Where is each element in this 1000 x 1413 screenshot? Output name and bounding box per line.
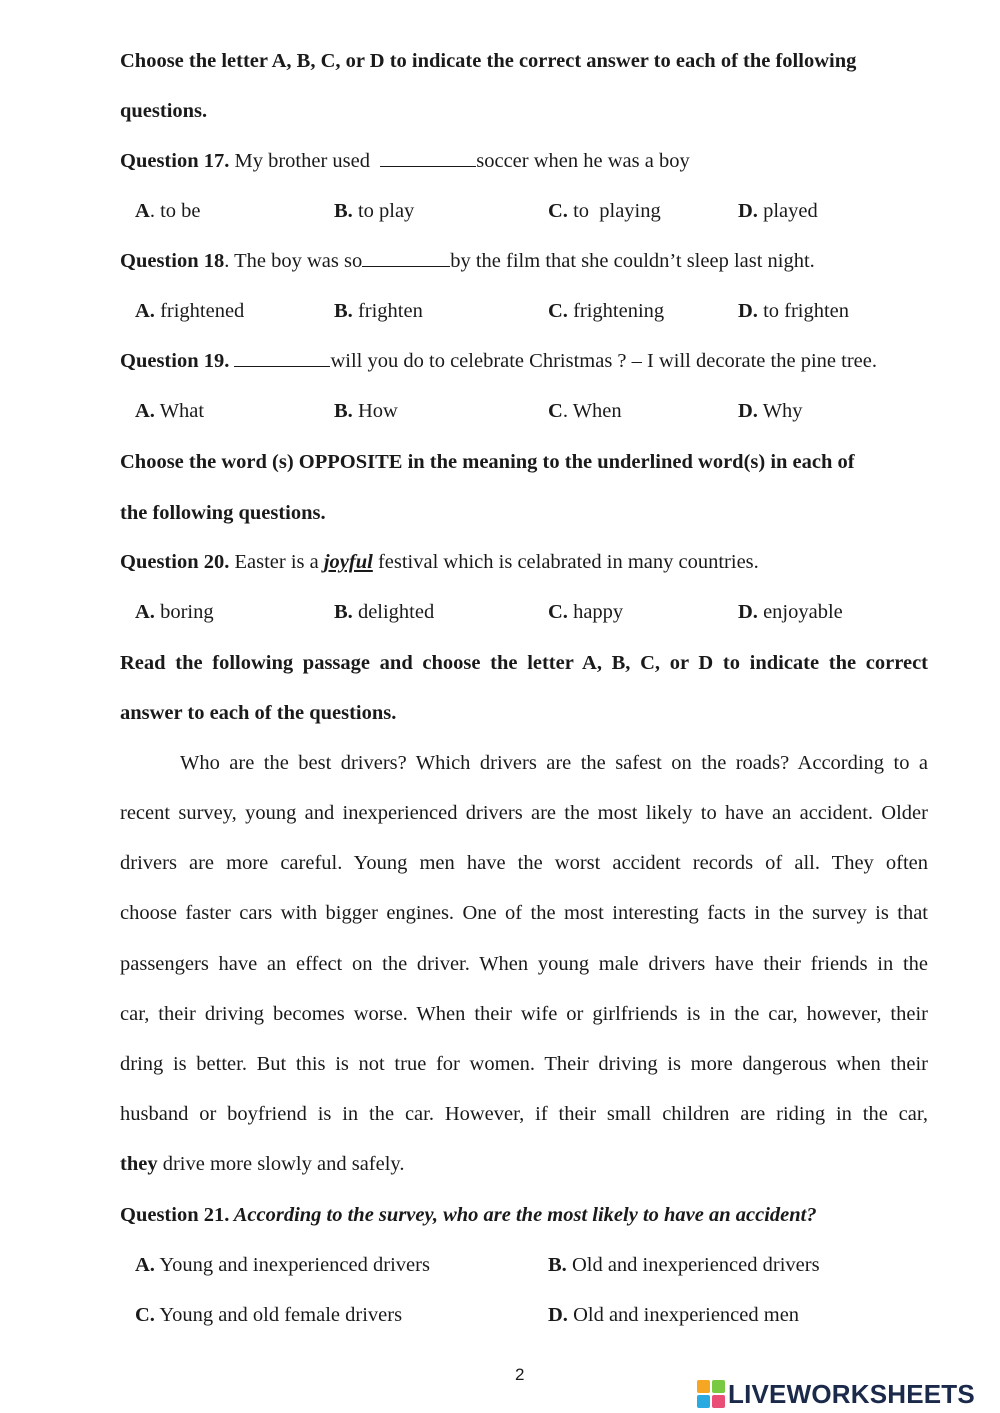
question-20 [120, 549, 759, 575]
question-20-option-d[interactable] [738, 599, 843, 625]
option-letter: C. [135, 1304, 155, 1326]
question-17-text-after: soccer when he was a boy [476, 150, 690, 172]
question-19-option-a[interactable] [135, 398, 204, 424]
passage-line-8: husband or boyfriend is in the car. However, if their small children are riding in the car, [120, 1103, 928, 1125]
option-letter: B. [334, 300, 353, 322]
question-18-blank[interactable] [362, 248, 450, 267]
liveworksheets-logo-icon [697, 1380, 725, 1408]
option-letter: B. [334, 400, 353, 422]
option-sep: . [562, 400, 573, 422]
question-21-label: Question 21. [120, 1204, 230, 1226]
question-20-underlined-word: joyful [323, 551, 373, 573]
passage-line-1: Who are the best drivers? Which drivers are the safest on the roads? According to a [180, 752, 928, 774]
option-text: How [357, 400, 398, 422]
option-letter: B. [548, 1254, 567, 1276]
instruction-section-1-line-1: Choose the letter A, B, C, or D to indicate the correct answer to each of the following [120, 50, 857, 72]
option-text: Young and old female drivers [159, 1304, 403, 1326]
question-18-option-d[interactable] [738, 298, 849, 324]
question-17-option-d[interactable] [738, 198, 818, 224]
passage-line-2: recent survey, young and inexperienced drivers are the most likely to have an accident. Older [120, 802, 928, 824]
question-21-option-d[interactable] [548, 1302, 799, 1328]
option-letter: D. [738, 200, 758, 222]
question-18-label: Question 18 [120, 250, 225, 272]
option-text: boring [160, 601, 214, 623]
passage-last-rest: drive more slowly and safely. [157, 1153, 405, 1175]
question-19-option-d[interactable] [738, 398, 803, 424]
question-18-text-before: . The boy was so [224, 250, 363, 272]
question-20-label: Question 20. [120, 551, 230, 573]
option-text: to playing [573, 200, 661, 222]
option-text: Old and inexperienced men [573, 1304, 800, 1326]
question-17-option-b[interactable] [334, 198, 414, 224]
option-text: to frighten [763, 300, 850, 322]
passage-line-9 [120, 1151, 404, 1177]
passage-line-3: drivers are more careful. Young men have the worst accident records of all. They often [120, 852, 928, 874]
option-letter: B. [334, 601, 353, 623]
option-text: frighten [357, 300, 423, 322]
option-text: Old and inexperienced drivers [571, 1254, 820, 1276]
question-18 [120, 248, 815, 274]
option-letter: A. [135, 300, 155, 322]
question-19-option-c[interactable] [548, 398, 622, 424]
option-sep: . [149, 200, 161, 222]
passage-line-4: choose faster cars with bigger engines. One of the most interesting facts in the survey is that [120, 902, 928, 924]
passage-line-5: passengers have an effect on the driver. When young male drivers have their friends in the [120, 953, 928, 975]
question-21-text: According to the survey, who are the most likely to have an accident? [229, 1204, 817, 1226]
option-letter: A. [135, 1254, 155, 1276]
logo-square [712, 1395, 725, 1408]
option-letter: D. [738, 400, 758, 422]
instruction-section-3-line-1: Read the following passage and choose the letter A, B, C, or D to indicate the correct [120, 652, 928, 674]
option-text: What [159, 400, 205, 422]
option-text: Young and inexperienced drivers [159, 1254, 430, 1276]
question-20-text-before: Easter is a [229, 551, 324, 573]
liveworksheets-brand-text: LIVEWORKSHEETS [728, 1378, 975, 1409]
option-text: Why [762, 400, 803, 422]
question-21-option-a[interactable] [135, 1252, 430, 1278]
question-20-option-c[interactable] [548, 599, 623, 625]
question-17-text-before: My brother used [229, 150, 381, 172]
option-letter: C. [548, 601, 568, 623]
question-20-option-b[interactable] [334, 599, 434, 625]
option-letter: A. [135, 400, 155, 422]
option-text: happy [573, 601, 624, 623]
instruction-section-1-line-2: questions. [120, 100, 208, 122]
question-18-option-b[interactable] [334, 298, 423, 324]
instruction-section-3-line-2: answer to each of the questions. [120, 702, 397, 724]
option-text: to be [160, 200, 201, 222]
option-text: played [763, 200, 818, 222]
question-19-blank[interactable] [234, 348, 330, 367]
option-letter: C. [548, 200, 568, 222]
passage-bold-word: they [120, 1153, 158, 1175]
question-19-option-b[interactable] [334, 398, 398, 424]
option-text: to play [357, 200, 415, 222]
option-letter: C [548, 400, 563, 422]
option-text: frightened [160, 300, 245, 322]
liveworksheets-logo[interactable] [697, 1378, 975, 1410]
question-18-option-a[interactable] [135, 298, 244, 324]
option-letter: A. [135, 601, 155, 623]
option-letter: D. [738, 601, 758, 623]
logo-square [697, 1395, 710, 1408]
logo-square [697, 1380, 710, 1393]
option-letter: A [135, 200, 150, 222]
question-17-option-a[interactable] [135, 198, 200, 224]
question-17-blank[interactable] [380, 148, 476, 167]
question-20-text-after: festival which is celabrated in many countries. [372, 551, 759, 573]
option-letter: B. [334, 200, 353, 222]
question-21-option-b[interactable] [548, 1252, 820, 1278]
option-letter: D. [738, 300, 758, 322]
question-19-label: Question 19. [120, 350, 230, 372]
question-19 [120, 348, 877, 374]
option-text: enjoyable [763, 601, 843, 623]
question-18-option-c[interactable] [548, 298, 664, 324]
question-17-label: Question 17. [120, 150, 230, 172]
question-21-option-c[interactable] [135, 1302, 402, 1328]
page-number: 2 [515, 1365, 525, 1384]
question-20-option-a[interactable] [135, 599, 214, 625]
question-17-option-c[interactable] [548, 198, 661, 224]
question-19-text-after: will you do to celebrate Christmas ? – I will decorate the pine tree. [330, 350, 877, 372]
question-17 [120, 148, 690, 174]
question-21 [120, 1202, 817, 1228]
option-letter: D. [548, 1304, 568, 1326]
instruction-section-2-line-2: the following questions. [120, 502, 326, 524]
instruction-section-2-line-1: Choose the word (s) OPPOSITE in the meaning to the underlined word(s) in each of [120, 451, 855, 473]
option-text: When [572, 400, 622, 422]
passage-line-7: dring is better. But this is not true for women. Their driving is more dangerous when their [120, 1053, 928, 1075]
question-18-text-after: by the film that she couldn’t sleep last night. [450, 250, 815, 272]
passage-line-6: car, their driving becomes worse. When their wife or girlfriends is in the car, however, their [120, 1003, 928, 1025]
option-text: delighted [357, 601, 435, 623]
option-text: frightening [573, 300, 665, 322]
option-letter: C. [548, 300, 568, 322]
logo-square [712, 1380, 725, 1393]
